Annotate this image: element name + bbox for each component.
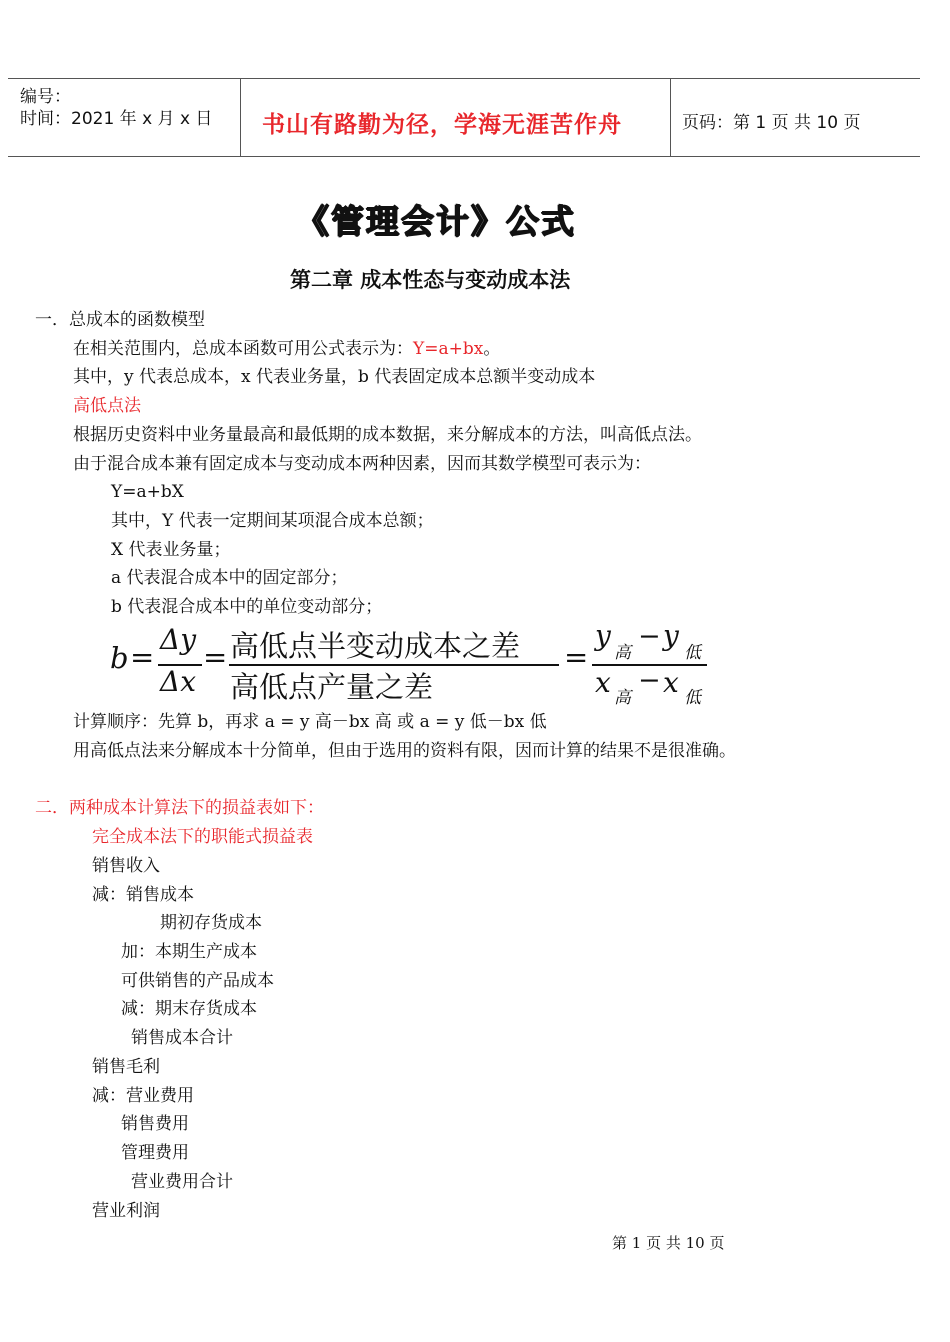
formula-y-high: y xyxy=(595,619,611,652)
page-label: 页码：第 1 页 共 10 页 xyxy=(682,113,861,133)
section1-p3: 根据历史资料中业务量最高和最低期的成本数据，来分解成本的方法，叫高低点法。 xyxy=(73,425,702,445)
income-item: 加：本期生产成本 xyxy=(121,942,257,962)
income-item: 销售成本合计 xyxy=(131,1028,233,1048)
section2-heading: 二．两种成本计算法下的损益表如下： xyxy=(35,798,324,818)
formula-den-text: 高低点产量之差 xyxy=(230,670,434,704)
motto: 书山有路勤为径，学海无涯苦作舟 xyxy=(262,111,622,138)
document-title: 《管理会计》公式 xyxy=(296,202,576,241)
income-item: 销售收入 xyxy=(92,856,160,876)
section2-subheading: 完全成本法下的职能式损益表 xyxy=(92,827,313,847)
section1-subheading: 高低点法 xyxy=(73,396,141,416)
formula-x-high-sub: 高 xyxy=(614,688,631,708)
formula-y-low: y xyxy=(663,619,679,652)
chapter-title: 第二章 成本性态与变动成本法 xyxy=(290,267,571,292)
section1-p1-prefix: 在相关范围内，总成本函数可用公式表示为： xyxy=(73,339,413,359)
income-item: 营业费用合计 xyxy=(131,1172,233,1192)
income-item: 减：销售成本 xyxy=(92,885,194,905)
income-item: 减：营业费用 xyxy=(92,1086,194,1106)
formula-den-delta-x: Δx xyxy=(160,665,197,698)
section1-def2: X 代表业务量； xyxy=(111,540,231,560)
header-top-rule xyxy=(8,78,920,79)
section1-heading: 一．总成本的函数模型 xyxy=(35,310,205,330)
section1-def4: b 代表混合成本中的单位变动部分； xyxy=(111,597,383,617)
formula-y-low-sub: 低 xyxy=(684,643,701,663)
formula-eq-3: = xyxy=(564,640,589,674)
formula-x-high: x xyxy=(595,666,611,699)
serial-label: 编号： xyxy=(20,87,71,107)
header-bottom-rule xyxy=(8,156,920,157)
income-item: 减：期末存货成本 xyxy=(121,999,257,1019)
formula-minus-num: − xyxy=(638,621,661,652)
formula-eq-1: = xyxy=(130,640,155,674)
page-footer: 第 1 页 共 10 页 xyxy=(612,1234,725,1252)
header-divider-2 xyxy=(670,78,671,157)
header-divider-1 xyxy=(240,78,241,157)
section1-p1 xyxy=(73,339,500,359)
formula-num-text: 高低点半变动成本之差 xyxy=(230,629,521,663)
income-item: 销售毛利 xyxy=(92,1057,160,1077)
formula-x-low-sub: 低 xyxy=(684,688,701,708)
section1-def3: a 代表混合成本中的固定部分； xyxy=(111,568,348,588)
income-item: 可供销售的产品成本 xyxy=(121,971,274,991)
section1-p1-formula: Y=a+bx xyxy=(413,339,484,359)
formula-num-delta-y: Δy xyxy=(160,623,197,656)
formula-y-high-sub: 高 xyxy=(614,643,631,663)
formula-lhs: b xyxy=(110,641,129,675)
calc-order: 计算顺序：先算 b，再求 a = y 高－bx 高 或 a = y 低－bx 低 xyxy=(73,712,547,732)
formula-minus-den: − xyxy=(638,665,661,696)
income-item: 销售费用 xyxy=(121,1114,189,1134)
section1-p4: 由于混合成本兼有固定成本与变动成本两种因素，因而其数学模型可表示为： xyxy=(73,454,651,474)
section1-def1: 其中，Y 代表一定期间某项混合成本总额； xyxy=(111,511,434,531)
section1-model: Y=a+bX xyxy=(111,482,184,502)
section1-p1-suffix: 。 xyxy=(483,339,501,359)
income-item: 期初存货成本 xyxy=(160,913,262,933)
section1-conclusion: 用高低点法来分解成本十分简单，但由于选用的资料有限，因而计算的结果不是很准确。 xyxy=(73,741,736,761)
date-label: 时间：2021 年 x 月 x 日 xyxy=(20,109,213,129)
income-item: 营业利润 xyxy=(92,1201,160,1221)
income-item: 管理费用 xyxy=(121,1143,189,1163)
section1-p2: 其中，y 代表总成本，x 代表业务量，b 代表固定成本总额半变动成本 xyxy=(73,367,596,387)
formula-x-low: x xyxy=(663,666,679,699)
formula-eq-2: = xyxy=(203,640,228,674)
